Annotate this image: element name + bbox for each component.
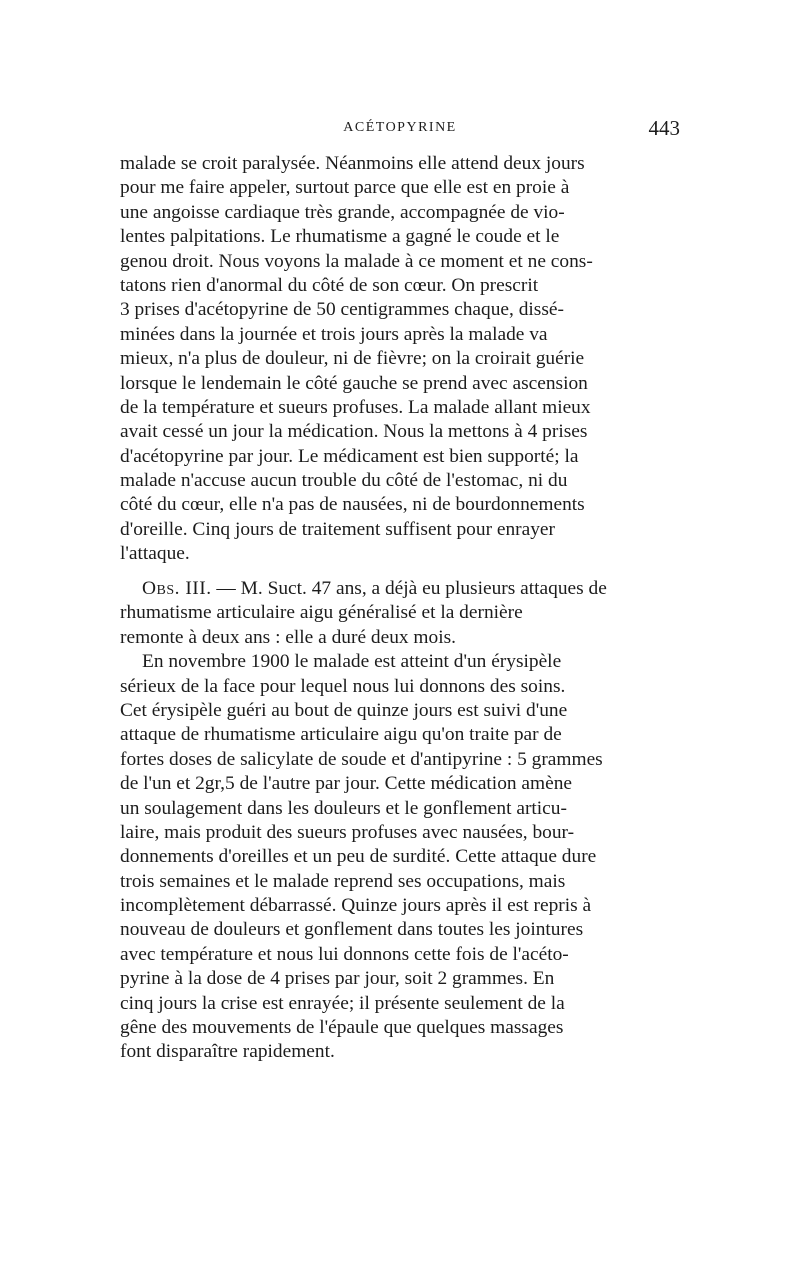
observation-section [120, 577, 680, 1065]
text-line: avait cessé un jour la médication. Nous la mettons à 4 prises [120, 421, 588, 443]
text-line: tatons rien d'anormal du côté de son cœur. On prescrit [120, 274, 539, 296]
text-line: rhumatisme articulaire aigu généralisé et la dernière [120, 602, 523, 624]
text-line: font disparaître rapidement. [120, 1041, 335, 1063]
observation-heading-line [120, 577, 680, 601]
text-line: sérieux de la face pour lequel nous lui donnons des soins. [120, 675, 566, 697]
text-line: Cet érysipèle guéri au bout de quinze jours est suivi d'une [120, 699, 568, 721]
text-line: malade n'accuse aucun trouble du côté de l'estomac, ni du [120, 470, 568, 492]
text-line: l'attaque. [120, 543, 190, 565]
text-line: lorsque le lendemain le côté gauche se prend avec ascension [120, 372, 588, 394]
text-line: fortes doses de salicylate de soude et d'antipyrine : 5 grammes [120, 748, 603, 770]
text-line: de la température et sueurs profuses. La malade allant mieux [120, 396, 591, 418]
text-line: incomplètement débarrassé. Quinze jours après il est repris à [120, 895, 592, 917]
text-line: 3 prises d'acétopyrine de 50 centigrammes chaque, dissé- [120, 299, 564, 321]
text-line: gêne des mouvements de l'épaule que quelques massages [120, 1017, 564, 1039]
text-line: genou droit. Nous voyons la malade à ce moment et ne cons- [120, 250, 593, 272]
text-line: un soulagement dans les douleurs et le gonflement articu- [120, 797, 567, 819]
text-line: pyrine à la dose de 4 prises par jour, soit 2 grammes. En [120, 968, 555, 990]
page-number: 443 [648, 116, 680, 140]
continuation-paragraph [120, 152, 680, 567]
text-line: malade se croit paralysée. Néanmoins elle attend deux jours [120, 153, 585, 174]
text-line: côté du cœur, elle n'a pas de nausées, ni de bourdonnements [120, 494, 585, 516]
observation-first-line: — M. Suct. 47 ans, a déjà eu plusieurs attaques de [211, 578, 607, 599]
text-line: nouveau de douleurs et gonflement dans toutes les jointures [120, 919, 584, 941]
text-line: de l'un et 2gr,5 de l'autre par jour. Cette médication amène [120, 773, 573, 795]
text-line: d'oreille. Cinq jours de traitement suffisent pour enrayer [120, 518, 555, 540]
text-line: pour me faire appeler, surtout parce que elle est en proie à [120, 177, 570, 199]
text-line: avec température et nous lui donnons cette fois de l'acéto- [120, 943, 569, 965]
text-line: trois semaines et le malade reprend ses occupations, mais [120, 870, 566, 892]
page-header [120, 116, 680, 142]
text-line: donnements d'oreilles et un peu de surdité. Cette attaque dure [120, 846, 597, 868]
text-line: d'acétopyrine par jour. Le médicament est bien supporté; la [120, 445, 579, 467]
text-line: laire, mais produit des sueurs profuses avec nausées, bour- [120, 821, 575, 843]
text-line: mieux, n'a plus de douleur, ni de fièvre; on la croirait guérie [120, 348, 585, 370]
text-line: remonte à deux ans : elle a duré deux mois. [120, 626, 456, 648]
text-line: une angoisse cardiaque très grande, accompagnée de vio- [120, 201, 565, 223]
text-line: attaque de rhumatisme articulaire aigu qu'on traite par de [120, 724, 562, 746]
observation-label: Obs. III. [142, 578, 212, 599]
running-title: ACÉTOPYRINE [343, 120, 457, 135]
text-line: En novembre 1900 le malade est atteint d'un érysipèle [142, 651, 562, 673]
text-line: lentes palpitations. Le rhumatisme a gagné le coude et le [120, 226, 560, 248]
text-line: minées dans la journée et trois jours après la malade va [120, 323, 548, 345]
text-line: cinq jours la crise est enrayée; il présente seulement de la [120, 992, 565, 1014]
